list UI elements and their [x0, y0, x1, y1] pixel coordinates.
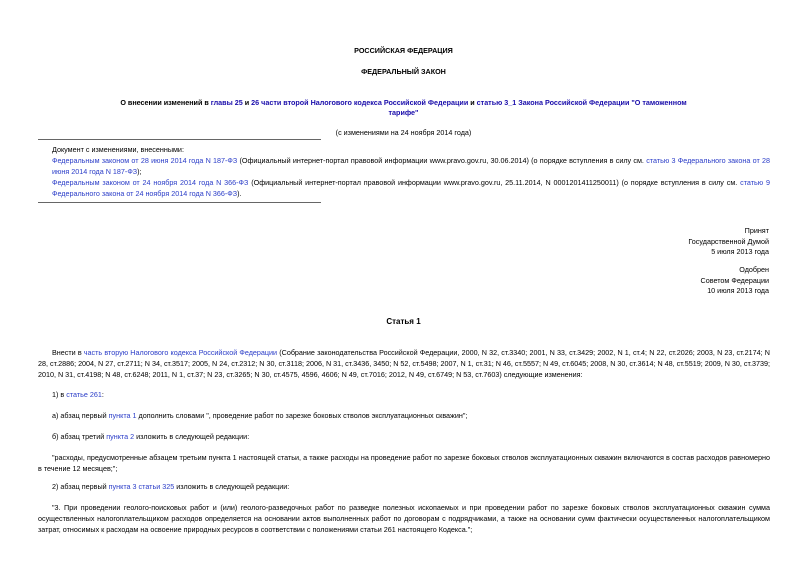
amendment-text: ). — [237, 189, 242, 198]
article-paragraph: "3. При проведении геолого-поисковых работ и (или) геолого-разведочных работ по разведке полезных ископаемых и при проведении работ по зарезке боковых стволов эксплуатационных скважин сумма осуществленных налогоплательщиком расходов определяется на основании актов выполненных работ по договорам с подрядчиками, а также на основании сумм фактически осуществленных налогоплательщиком затрат, относимых к расходам на освоение природных ресурсов в соответствии с положениями статьи 261 настоящего Кодекса."; — [38, 503, 770, 534]
title-text: О внесении изменений в — [120, 98, 211, 107]
article-paragraph — [52, 410, 784, 421]
amendment-item — [52, 155, 770, 177]
paragraph-text: : — [101, 390, 104, 399]
amendment-item — [52, 177, 770, 199]
title-link-chapter-25[interactable]: главы 25 — [210, 98, 243, 107]
divider — [38, 202, 321, 203]
adoption-council — [701, 265, 769, 297]
amendment-link-187fz[interactable]: Федеральным законом от 28 июня 2014 года N 187-ФЗ — [52, 156, 238, 165]
law-type-heading: ФЕДЕРАЛЬНЫЙ ЗАКОН — [361, 67, 446, 76]
paragraph-text: изложить в следующей редакции: — [134, 432, 250, 441]
link-article-261[interactable]: статье 261 — [66, 390, 102, 399]
article-heading: Статья 1 — [386, 317, 421, 326]
amendment-link-366fz-article9[interactable]: статью 9 Федерального закона от 24 ноября 2014 года N 366-ФЗ — [52, 178, 770, 198]
article-paragraph: "расходы, предусмотренные абзацем третьим пункта 1 настоящей статьи, а также расходы на проведение работ по зарезке боковых стволов эксплуатационных скважин включаются в состав расходов равномерно в течение 12 месяцев;"; — [38, 453, 770, 473]
link-tax-code-part2[interactable]: часть вторую Налогового кодекса Российской Федерации — [83, 348, 278, 357]
amendment-text: (Официальный интернет-портал правовой информации www.pravo.gov.ru, 30.06.2014) (о порядке вступления в силу см. — [237, 156, 647, 165]
country-heading: РОССИЙСКАЯ ФЕДЕРАЦИЯ — [354, 46, 453, 55]
title-link-tax-code[interactable]: 26 части второй Налогового кодекса Российской Федерации — [251, 98, 469, 107]
paragraph-text: 1) в — [52, 390, 67, 399]
link-article-325[interactable]: пункта 3 статьи 325 — [108, 482, 175, 491]
article-paragraph — [52, 389, 784, 400]
paragraph-text: 2) абзац первый — [52, 482, 109, 491]
link-point-1[interactable]: пункта 1 — [108, 411, 137, 420]
accepted-date: 5 июля 2013 года — [711, 247, 769, 256]
link-point-2[interactable]: пункта 2 — [106, 432, 135, 441]
amendments-intro: Документ с изменениями, внесенными: — [52, 145, 184, 154]
paragraph-text: (Собрание законодательства Российской Федерации, 2000, N 32, ст.3340; 2001, N 33, ст.3429; 2002, N 1, ст.4; N 22, ст.2026; 2003, N 23, ст.2174; N 28, ст.2886; 2004, N 27, ст.2711; N 34, ст.3517; 2005, N 24, ст.2312; N 30, ст.3118; 2006, N 31, ст.3436, 3450; N 52, ст.5498; 2007, N 1, ст.31; N 46, ст.5557; N 49, ст.6045; 2008, N 30, ст.3614; N 48, ст.5519; 2009, N 30, ст.3739; 2010, N 31, ст.4198; N 48, ст.6248; 2011, N 1, ст.37; N 23, ст.3265; N 30, ст.4575, 4596, 4606; N 49, ст.7016; 2012, N 49, ст.6749; N 53, ст.7603) следующие изменения: — [38, 348, 770, 379]
paragraph-text: дополнить словами ", проведение работ по зарезке боковых стволов эксплуатационных скважин"; — [136, 411, 468, 420]
amendments-block — [52, 144, 770, 199]
amendment-text: (Официальный интернет-портал правовой информации www.pravo.gov.ru, 25.11.2014, N 0001201411250011) (о порядке вступления в силу см. — [248, 178, 741, 187]
document-title — [0, 98, 807, 118]
paragraph-text: изложить в следующей редакции: — [174, 482, 290, 491]
changes-note: (с изменениями на 24 ноября 2014 года) — [335, 128, 472, 137]
title-link-customs-law-cont[interactable]: тарифе" — [388, 108, 419, 117]
title-link-customs-law[interactable]: статью 3_1 Закона Российской Федерации "О таможенном — [476, 98, 687, 107]
adoption-duma — [688, 226, 769, 258]
paragraph-text: Внести в — [52, 348, 84, 357]
divider — [38, 139, 321, 140]
approved-label: Одобрен — [739, 265, 769, 274]
title-text: и — [242, 98, 252, 107]
title-text: и — [468, 98, 477, 107]
amendment-link-366fz[interactable]: Федеральным законом от 24 ноября 2014 года N 366-ФЗ — [52, 178, 249, 187]
article-paragraph — [52, 481, 784, 492]
paragraph-text: б) абзац третий — [52, 432, 107, 441]
article-paragraph — [52, 431, 784, 442]
accepted-label: Принят — [744, 226, 769, 235]
council-label: Советом Федерации — [700, 275, 769, 285]
amendment-text: ); — [137, 167, 142, 176]
amendment-link-187fz-article3[interactable]: статью 3 Федерального закона от 28 июня 2014 года N 187-ФЗ — [52, 156, 770, 176]
article-paragraph — [38, 347, 770, 380]
paragraph-text: а) абзац первый — [52, 411, 109, 420]
approved-date: 10 июля 2013 года — [707, 286, 769, 295]
duma-label: Государственной Думой — [688, 236, 769, 246]
